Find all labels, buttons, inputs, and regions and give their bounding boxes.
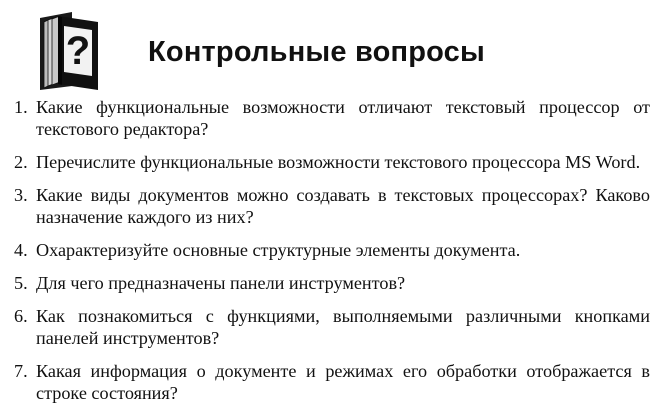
section-header (26, 10, 646, 92)
question-text: Какие виды документов можно создавать в текстовых процессорах? Каково назначение каждого из них? (36, 185, 650, 227)
list-item (14, 239, 650, 261)
question-number: 4. (14, 240, 28, 260)
question-number: 1. (14, 97, 28, 117)
question-text: Охарактеризуйте основные структурные элементы документа. (36, 240, 521, 260)
question-number: 6. (14, 306, 28, 326)
page-title: Контрольные вопросы (148, 36, 485, 68)
list-item (14, 151, 650, 173)
question-list (14, 96, 650, 404)
question-text: Как познакомиться с функциями, выполняемыми различными кнопками панелей инструментов? (36, 306, 650, 348)
list-item (14, 272, 650, 294)
question-number: 2. (14, 152, 28, 172)
list-item (14, 305, 650, 349)
question-number: 7. (14, 361, 28, 381)
question-text: Для чего предназначены панели инструментов? (36, 273, 406, 293)
book-question-icon (26, 10, 108, 92)
question-text: Перечислите функциональные возможности текстового процессора MS Word. (36, 152, 641, 172)
list-item (14, 360, 650, 404)
list-item (14, 96, 650, 140)
question-number: 5. (14, 273, 28, 293)
svg-text:?: ? (65, 29, 91, 73)
list-item (14, 184, 650, 228)
question-number: 3. (14, 185, 28, 205)
question-text: Какая информация о документе и режимах его обработки отображается в строке состояния? (36, 361, 650, 403)
question-text: Какие функциональные возможности отличают текстовый процессор от текстового редактора? (36, 97, 650, 139)
